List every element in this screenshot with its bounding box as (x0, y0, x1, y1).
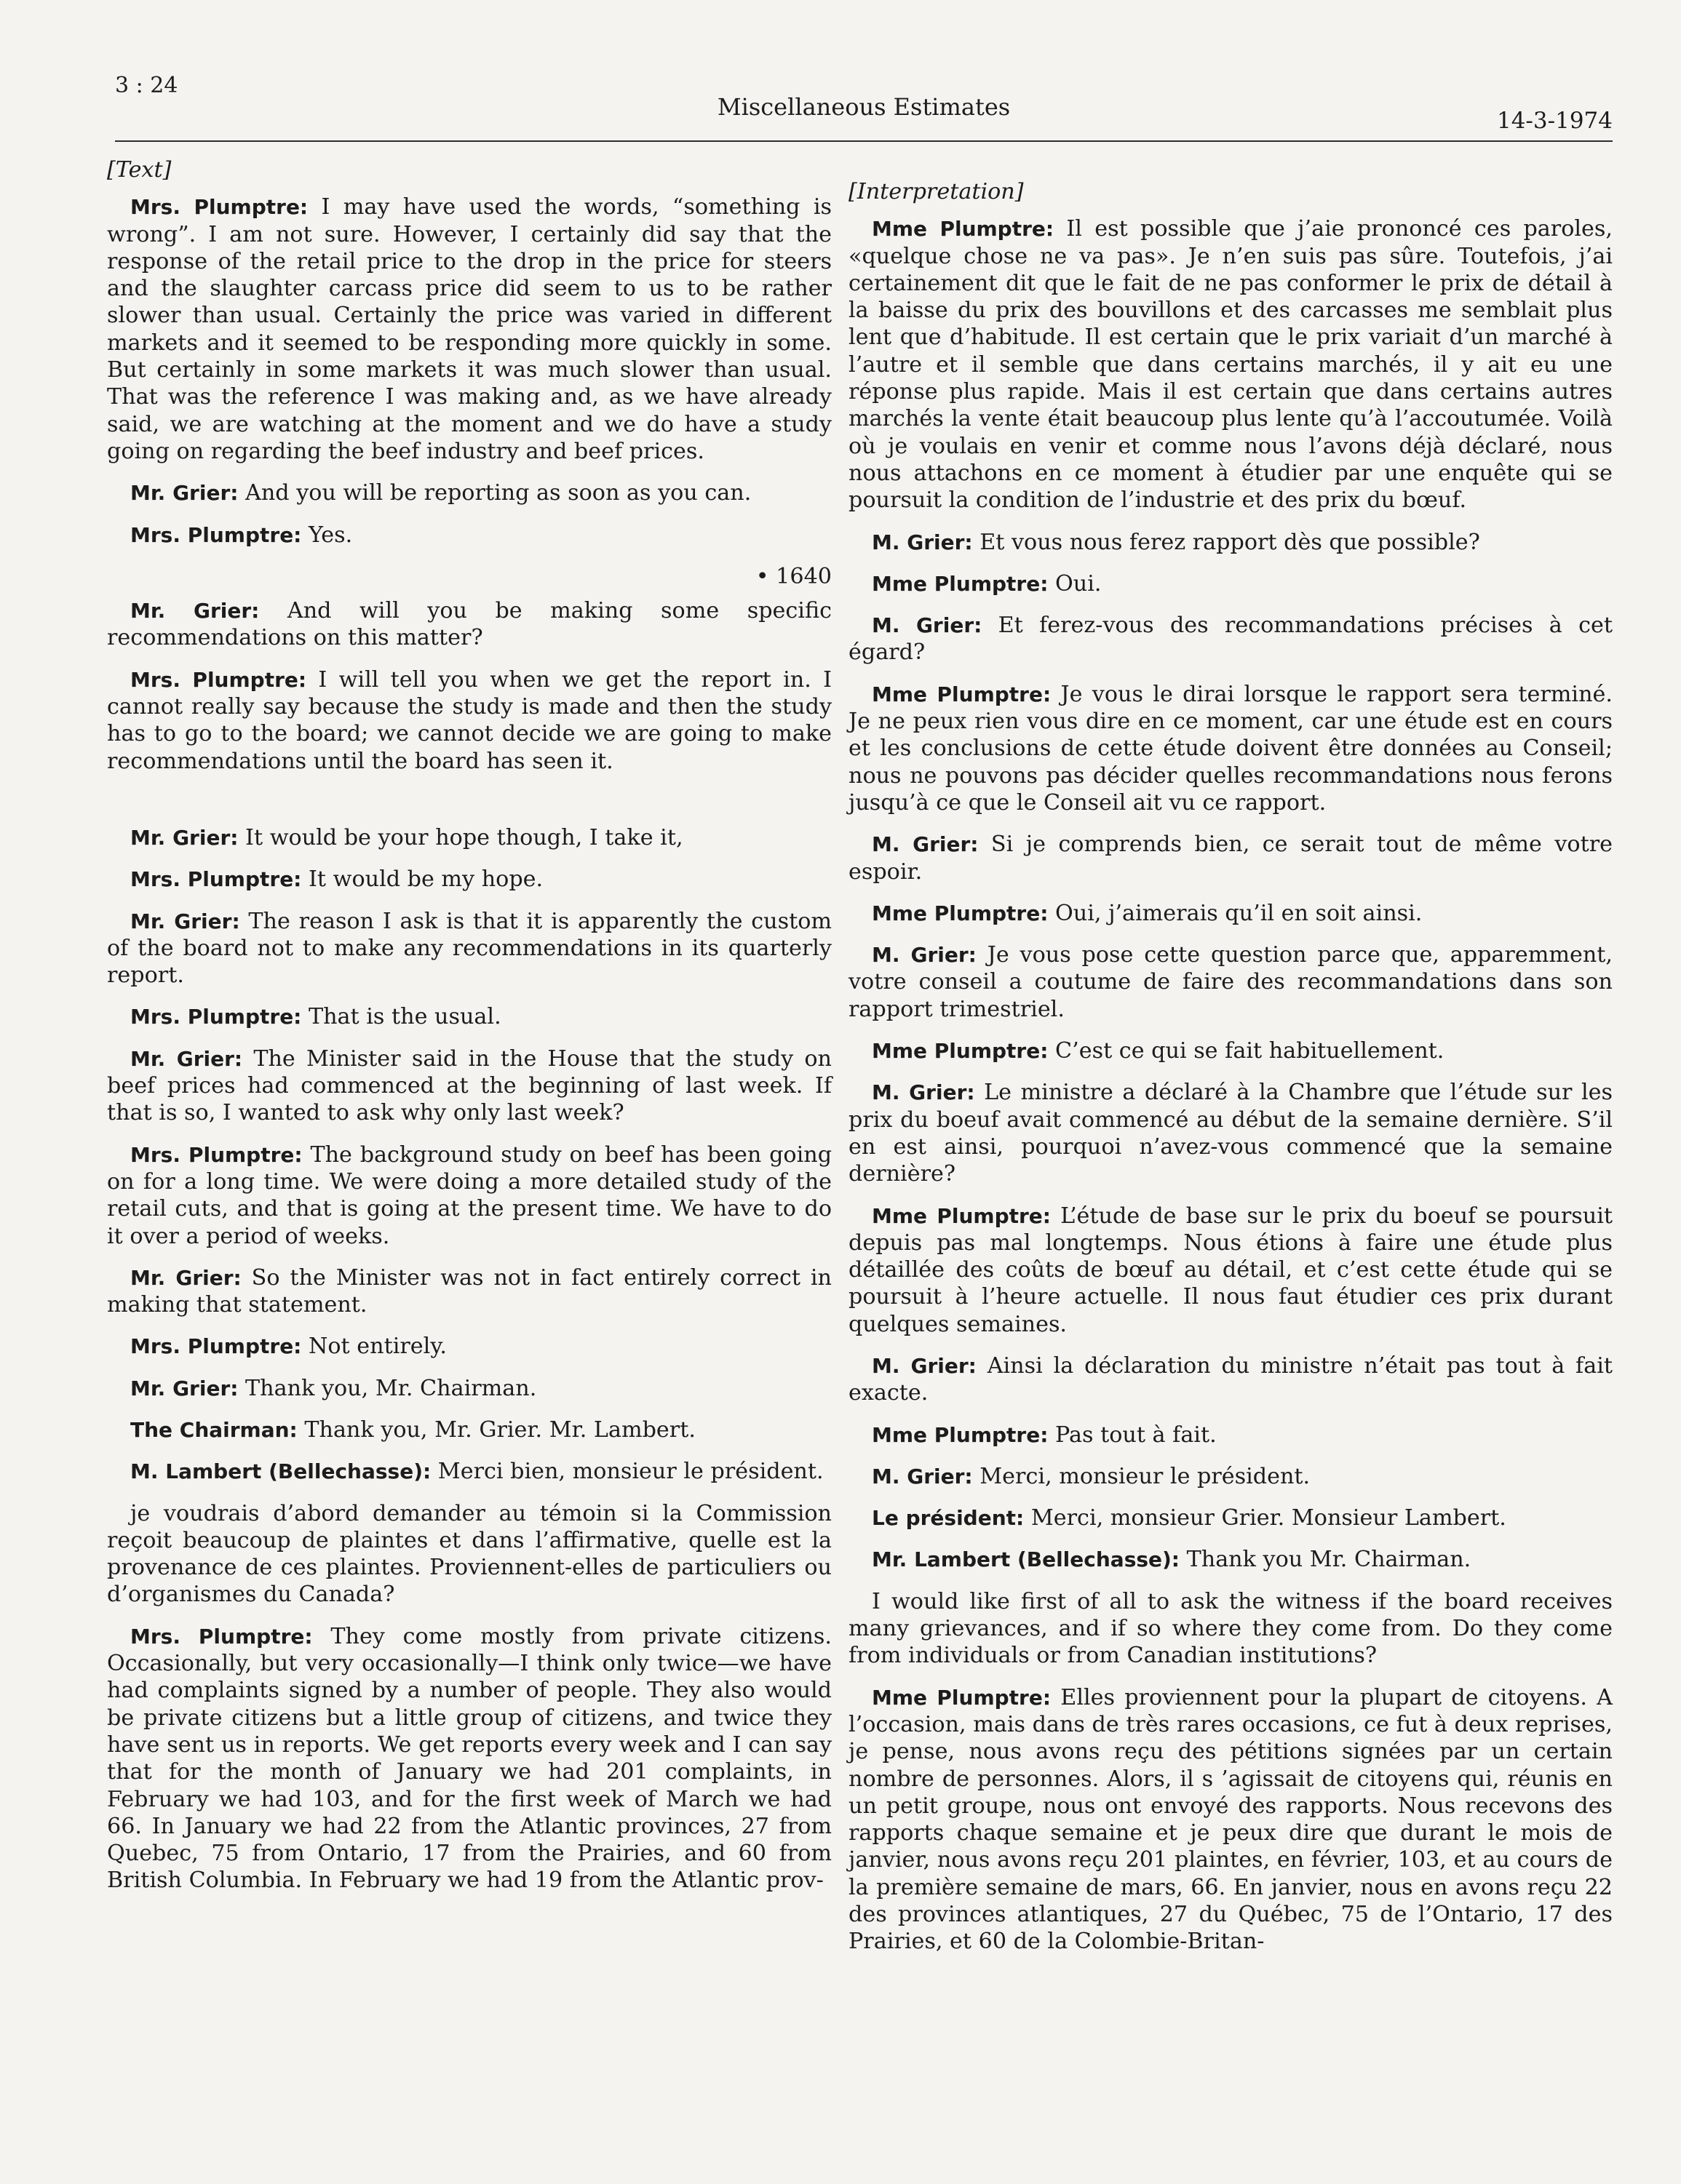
paragraph (107, 1458, 832, 1485)
speaker-name: M. Grier: (872, 1353, 977, 1378)
paragraph (107, 908, 832, 989)
speech-text: Si je comprends bien, ce serait tout de même votre espoir. (849, 832, 1613, 885)
speech-text: The background study on beef has been going on for a long time. We were doing a more detailed study of the retail cuts, and that is going at the present time. We have to do it over a period of weeks. (107, 1141, 832, 1249)
paragraph (849, 1203, 1613, 1338)
speech-text: I may have used the words, “something is wrong”. I am not sure. However, I certainly did say that the response of the retail price to the drop in the price for steers and the slaughter carcass price did seem to us to be rather slower than usual. Certainly the price was varied in different markets and it seemed to be responding more quickly in some. But certainly in some markets it was much slower than usual. That was the reference I was making and, as we have already said, we are watching at the moment and we do have a study going on regarding the beef industry and beef prices. (107, 194, 832, 464)
paragraph (849, 900, 1613, 927)
right-column-french (849, 178, 1613, 1970)
speech-text: Thank you Mr. Chairman. (1180, 1547, 1471, 1573)
paragraph (107, 1003, 832, 1030)
speaker-name: M. Grier: (872, 1080, 975, 1105)
paragraph (107, 1500, 832, 1609)
speech-text: Not entirely. (301, 1334, 447, 1360)
paragraph (849, 215, 1613, 514)
speaker-name: Mr. Grier: (130, 599, 260, 623)
page-number: 3 : 24 (115, 73, 178, 98)
speaker-name: Mme Plumptre: (872, 901, 1049, 925)
speaker-name: Mrs. Plumptre: (130, 522, 302, 547)
speaker-name: Mme Plumptre: (872, 217, 1054, 242)
page-header (115, 73, 1613, 142)
speech-text: I would like first of all to ask the witness if the board receives many grievances, and if so where they come from. Do they come from individuals or from Canadian institutions? (849, 1588, 1613, 1669)
left-column-english (107, 156, 832, 1909)
paragraph (849, 1463, 1613, 1490)
paragraph (107, 522, 832, 549)
speech-text: Elles proviennent pour la plupart de citoyens. A l’occasion, mais dans de très rares occasions, ce fut à deux reprises, je pense, nous avons reçu des pétitions signées par un certain nombre de personnes. Alors, il s ’agissait de citoyens qui, réunis en un petit groupe, nous ont envoyé des rapports. Nous recevons des rapports chaque semaine et je peux dire que durant le mois de janvier, nous avons reçu 201 plaintes, en février, 103, et au cours de la première semaine de mars, 66. En janvier, nous en avons reçu 22 des provinces atlantiques, 27 du Québec, 75 de l’Ontario, 17 des Prairies, et 60 de la Colombie-Britan- (849, 1684, 1613, 1955)
speaker-name: Mr. Grier: (130, 1265, 242, 1290)
speaker-name: M. Grier: (872, 1464, 973, 1488)
speech-text: Ainsi la déclaration du ministre n’était pas tout à fait exacte. (849, 1352, 1613, 1406)
speech-text: I will tell you when we get the report in. I cannot really say because the study is made and then the study has to go to the board; we cannot decide we are going to make recommendations until the board has seen it. (107, 666, 832, 774)
speech-text: Merci, monsieur le président. (972, 1463, 1311, 1489)
speaker-name: Mme Plumptre: (872, 571, 1049, 596)
speaker-name: M. Lambert (Bellechasse): (130, 1459, 432, 1484)
speech-text: Merci bien, monsieur le président. (431, 1459, 824, 1485)
speaker-name: Mrs. Plumptre: (130, 667, 307, 692)
paragraph (849, 681, 1613, 816)
speech-text: And will you be making some specific recommendations on this matter? (107, 598, 832, 651)
speech-text: Thank you, Mr. Chairman. (238, 1375, 537, 1401)
speaker-name: Mr. Grier: (130, 909, 240, 933)
speech-text: Le ministre a déclaré à la Chambre que l’étude sur les prix du boeuf avait commencé au début de la semaine dernière. S’il en est ainsi, pourquoi n’avez-vous commencé que la semaine dernière? (849, 1080, 1613, 1187)
paragraph (107, 479, 832, 506)
speaker-name: Mme Plumptre: (872, 1685, 1052, 1710)
paragraph (107, 1333, 832, 1360)
paragraph (849, 570, 1613, 597)
speech-text: Oui. (1048, 570, 1102, 597)
speech-text: It would be your hope though, I take it, (238, 824, 683, 850)
speech-text: Il est possible que j’aie prononcé ces paroles, «quelque chose ne va pas». Je n’en suis pas sûre. Toutefois, j’ai certainement dit que le fait de ne pas conformer le prix de détail à la baisse du prix des bouvillons et des carcasses me semblait plus lent que d’habitude. Il est certain que le prix variait d’un marché à l’autre et il semble que dans certains marchés, il y ait eu une réponse plus rapide. Mais il est certain que dans certains autres marchés la vente était beaucoup plus lente qu’à l’accoutumée. Voilà où je voulais en venir et comme nous l’avons déjà déclaré, nous nous attachons en ce moment à étudier par une enquête qui se poursuit la condition de l’industrie et des prix du bœuf. (849, 216, 1613, 514)
speech-text: L’étude de base sur le prix du boeuf se poursuit depuis pas mal longtemps. Nous étions à faire une étude plus détaillée des coûts de bœuf au détail, et c’est cette étude qui se poursuit à l’heure actuelle. Il nous faut étudier ces prix durant quelques semaines. (849, 1203, 1613, 1337)
paragraph (107, 597, 832, 652)
paragraph (107, 1416, 832, 1443)
speech-text: The reason I ask is that it is apparently the custom of the board not to make any recommendations in its quarterly report. (107, 908, 832, 989)
speaker-name: Mme Plumptre: (872, 1422, 1049, 1447)
paragraph (849, 1037, 1613, 1064)
paragraph (107, 1623, 832, 1894)
paragraph (849, 941, 1613, 1023)
paragraph (849, 1352, 1613, 1407)
speaker-name: Mr. Grier: (130, 1046, 243, 1071)
speaker-name: Mme Plumptre: (872, 1203, 1051, 1228)
paragraph (849, 1505, 1613, 1531)
section-label-text: [Text] (107, 157, 172, 183)
speech-text: They come mostly from private citizens. Occasionally, but very occasionally—I think only twice—we have had complaints signed by a number of people. They also would be private citizens but a little group of citizens, and twice they have sent us in reports. We get reports every week and I can say that for the month of January we had 201 complaints, in February we had 103, and for the first week of March we had 66. In January we had 22 from the Atlantic provinces, 27 from Quebec, 75 from Ontario, 17 from the Prairies, and 60 from British Columbia. In February we had 19 from the Atlantic prov- (107, 1623, 832, 1894)
header-rule (115, 140, 1613, 142)
paragraph (849, 1684, 1613, 1956)
speaker-name: Le président: (872, 1506, 1025, 1531)
speaker-name: Mme Plumptre: (872, 682, 1052, 706)
speaker-name: Mrs. Plumptre: (130, 1005, 302, 1029)
speaker-name: Mr. Grier: (130, 825, 239, 850)
paragraph (107, 866, 832, 893)
paragraph (107, 1375, 832, 1402)
speech-text: Thank you, Mr. Grier. Mr. Lambert. (297, 1416, 696, 1443)
speaker-name: Mrs. Plumptre: (130, 195, 309, 220)
time-marker: • 1640 (755, 563, 832, 589)
paragraph (107, 1141, 832, 1250)
speaker-name: Mr. Lambert (Bellechasse): (872, 1547, 1180, 1572)
header-date: 14-3-1974 (1496, 108, 1613, 134)
speaker-name: Mme Plumptre: (872, 1039, 1049, 1064)
speaker-name: Mr. Grier: (130, 1376, 239, 1400)
speech-text: Yes. (301, 522, 353, 548)
paragraph (849, 529, 1613, 556)
speaker-name: M. Grier: (872, 530, 973, 554)
speaker-name: Mrs. Plumptre: (130, 867, 302, 892)
speaker-name: Mrs. Plumptre: (130, 1624, 313, 1649)
section-label-interpretation: [Interpretation] (849, 179, 1024, 204)
speech-text: Je vous le dirai lorsque le rapport sera terminé. Je ne peux rien vous dire en ce moment, car une étude est en cours et les conclusions de cette étude doivent être données au Conseil; nous ne pouvons pas décider quelles recommandations nous ferons jusqu’à ce que le Conseil ait vu ce rapport. (849, 681, 1613, 816)
speech-text: C’est ce qui se fait habituellement. (1048, 1038, 1444, 1064)
paragraph (107, 824, 832, 851)
speech-text: It would be my hope. (301, 866, 544, 893)
speaker-name: M. Grier: (872, 943, 977, 968)
paragraph (107, 1264, 832, 1319)
spacer (107, 789, 832, 824)
paragraph (849, 1422, 1613, 1448)
paragraph (107, 194, 832, 465)
speaker-name: M. Grier: (872, 832, 979, 857)
paragraph (849, 1546, 1613, 1573)
speech-text: Je vous pose cette question parce que, apparemment, votre conseil a coutume de faire des recommandations dans son rapport trimestriel. (849, 942, 1613, 1022)
speech-text: The Minister said in the House that the study on beef prices had commenced at the beginning of last week. If that is so, I wanted to ask why only last week? (107, 1045, 832, 1126)
paragraph (107, 666, 832, 775)
speech-text: That is the usual. (301, 1004, 501, 1030)
speech-text: Merci, monsieur Grier. Monsieur Lambert. (1024, 1505, 1506, 1531)
speaker-name: The Chairman: (130, 1417, 298, 1442)
speech-text: And you will be reporting as soon as you can. (238, 480, 752, 506)
paragraph (849, 1079, 1613, 1187)
speech-text: Et ferez-vous des recommandations précises à cet égard? (849, 613, 1613, 666)
paragraph (849, 1588, 1613, 1670)
speaker-name: Mr. Grier: (130, 481, 239, 506)
speech-text: So the Minister was not in fact entirely correct in making that statement. (107, 1264, 832, 1318)
paragraph (849, 831, 1613, 885)
paragraph (849, 612, 1613, 666)
speech-text: je voudrais d’abord demander au témoin si la Commission reçoit beaucoup de plaintes et dans l’affirmative, quelle est la provenance de ces plaintes. Proviennent-elles de particuliers ou d’organismes du Canada? (107, 1500, 832, 1608)
speaker-name: M. Grier: (872, 613, 982, 638)
paragraph (107, 1045, 832, 1127)
speech-text: Et vous nous ferez rapport dès que possible? (972, 529, 1480, 555)
running-title: Miscellaneous Estimates (717, 93, 1011, 121)
speaker-name: Mrs. Plumptre: (130, 1142, 303, 1167)
speech-text: Pas tout à fait. (1048, 1422, 1217, 1448)
speaker-name: Mrs. Plumptre: (130, 1334, 302, 1359)
speech-text: Oui, j’aimerais qu’il en soit ainsi. (1048, 900, 1423, 926)
